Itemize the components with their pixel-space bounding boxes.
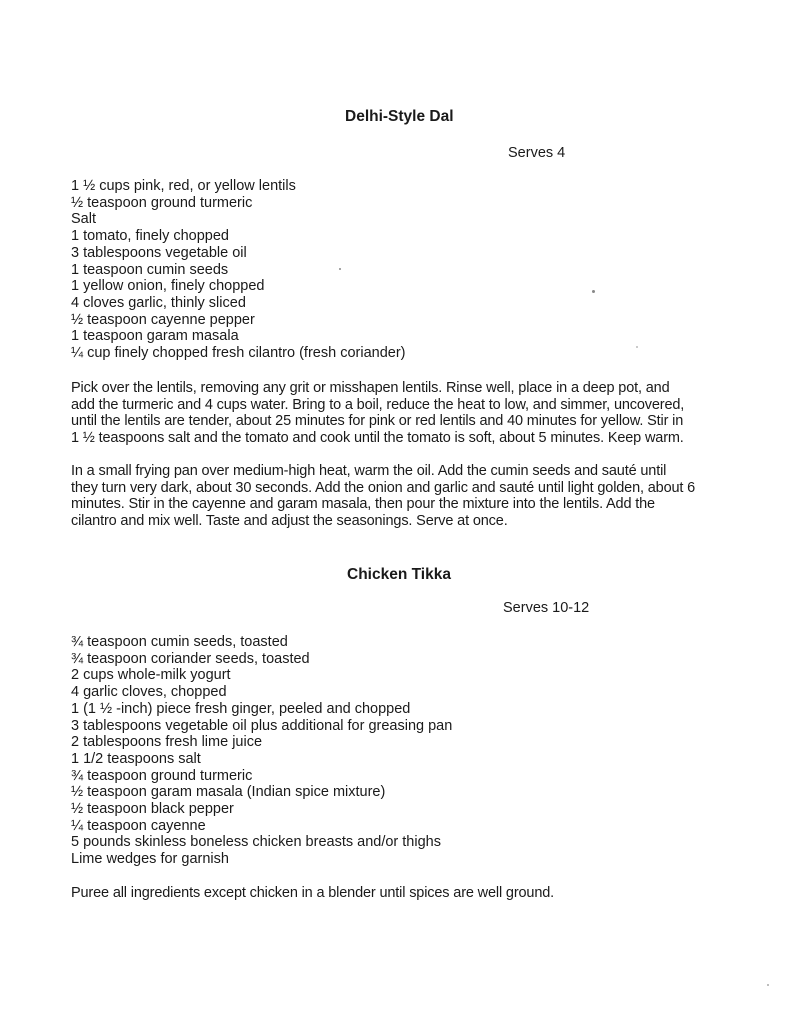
ingredient: 1 teaspoon cumin seeds [71, 261, 229, 278]
ingredient: ¾ teaspoon coriander seeds, toasted [71, 650, 310, 667]
ingredient-list [71, 178, 405, 362]
recipe-title: Chicken Tikka [347, 566, 451, 583]
paragraph-line: add the turmeric and 4 cups water. Bring to a boil, reduce the heat to low, and simmer, uncovered, [71, 396, 685, 413]
ingredient: ¼ teaspoon cayenne [71, 817, 206, 834]
recipe-serves: Serves 10-12 [503, 600, 590, 616]
ingredient: 5 pounds skinless boneless chicken breasts and/or thighs [71, 834, 441, 851]
ingredient: 1 1/2 teaspoons salt [71, 750, 201, 767]
ingredient: 1 ½ cups pink, red, or yellow lentils [71, 178, 296, 194]
recipe-serves: Serves 4 [508, 145, 566, 161]
ingredient: 2 tablespoons fresh lime juice [71, 734, 263, 751]
paragraph-line: cilantro and mix well. Taste and adjust the seasonings. Serve at once. [71, 513, 508, 530]
ingredient: 1 tomato, finely chopped [71, 228, 229, 245]
instruction-paragraph [71, 463, 751, 530]
scan-speck [339, 268, 341, 270]
ingredient: 2 cups whole-milk yogurt [71, 667, 231, 684]
ingredient: 3 tablespoons vegetable oil plus additional for greasing pan [71, 717, 453, 734]
recipe-title: Delhi-Style Dal [345, 108, 454, 125]
ingredient: 4 cloves garlic, thinly sliced [71, 294, 246, 311]
ingredient: 4 garlic cloves, chopped [71, 684, 227, 701]
instruction-paragraph [71, 380, 751, 447]
ingredient: ½ teaspoon black pepper [71, 801, 234, 818]
ingredient: ¼ cup finely chopped fresh cilantro (fresh coriander) [71, 345, 406, 362]
paragraph-line: Puree all ingredients except chicken in a blender until spices are well ground. [71, 885, 555, 901]
ingredient: ½ teaspoon garam masala (Indian spice mixture) [71, 784, 386, 801]
scan-speck [636, 346, 638, 348]
paragraph-line: minutes. Stir in the cayenne and garam masala, then pour the mixture into the lentils. Add the [71, 496, 655, 513]
instruction-paragraph [71, 885, 751, 902]
paragraph-line: 1 ½ teaspoons salt and the tomato and cook until the tomato is soft, about 5 minutes. Keep warm. [71, 430, 684, 447]
paragraph-line: Pick over the lentils, removing any grit or misshapen lentils. Rinse well, place in a deep pot, and [71, 380, 670, 396]
ingredient: 3 tablespoons vegetable oil [71, 244, 247, 261]
ingredient: ½ teaspoon ground turmeric [71, 194, 253, 211]
ingredient: 1 yellow onion, finely chopped [71, 278, 265, 295]
ingredient: Lime wedges for garnish [71, 851, 229, 868]
paragraph-line: until the lentils are tender, about 25 minutes for pink or red lentils and 40 minutes for yellow. Stir in [71, 413, 684, 430]
scan-speck [592, 290, 595, 293]
paragraph-line: In a small frying pan over medium-high heat, warm the oil. Add the cumin seeds and sauté until [71, 463, 667, 479]
ingredient: 1 teaspoon garam masala [71, 328, 239, 345]
paragraph-line: they turn very dark, about 30 seconds. Add the onion and garlic and sauté until light golden, about 6 [71, 479, 696, 496]
ingredient: Salt [71, 211, 96, 228]
ingredient: ¾ teaspoon cumin seeds, toasted [71, 634, 288, 650]
ingredient-list [71, 634, 452, 868]
ingredient: ¾ teaspoon ground turmeric [71, 767, 253, 784]
ingredient: ½ teaspoon cayenne pepper [71, 311, 255, 328]
scan-speck [767, 984, 769, 986]
ingredient: 1 (1 ½ -inch) piece fresh ginger, peeled and chopped [71, 700, 411, 717]
